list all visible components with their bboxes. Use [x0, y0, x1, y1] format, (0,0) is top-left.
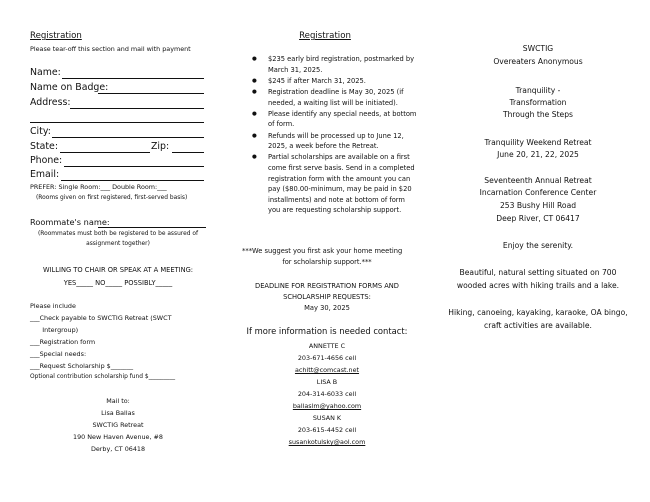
include-item[interactable]: Optional contribution scholarship fund $_________: [30, 374, 176, 380]
mail-to-line: Derby, CT 06418: [90, 445, 146, 453]
form-title: Registration: [30, 31, 82, 41]
bullet-item: ● Please identify any special needs, at bottom of form.: [252, 109, 418, 130]
activities-line: craft activities are available.: [484, 321, 592, 330]
include-item[interactable]: ___Request Scholarship $_______: [30, 362, 134, 370]
phone-field[interactable]: [64, 166, 204, 167]
room-preference[interactable]: PREFER: Single Room:___ Double Room:___: [30, 183, 167, 191]
contact-phone: 204-314-6033 cell: [297, 390, 357, 398]
org-name: SWCTIG: [522, 44, 554, 53]
email-field[interactable]: [61, 180, 204, 181]
theme-line: Tranquility -: [515, 86, 561, 95]
roommate-note-1: (Roommates must both be registered to be assured of: [37, 231, 199, 237]
badge-label: Name on Badge:: [30, 82, 109, 93]
name-label: Name:: [30, 67, 61, 78]
contact-name: ANNETTE C: [308, 342, 346, 350]
include-item[interactable]: ___Special needs:: [30, 350, 87, 358]
badge-field[interactable]: [98, 93, 204, 94]
state-label: State:: [30, 141, 58, 152]
contact-name: LISA B: [316, 378, 338, 386]
scholarship-note-2: for scholarship support.***: [282, 258, 372, 266]
include-item: Intergroup): [30, 326, 79, 334]
roommate-note-2: assignment together): [86, 241, 150, 247]
mail-to-line: Mail to:: [106, 397, 130, 405]
contact-email-link[interactable]: ballaslm@yahoo.com: [292, 402, 362, 410]
willing-question: WILLING TO CHAIR OR SPEAK AT A MEETING:: [42, 266, 194, 274]
activities-line: Hiking, canoeing, kayaking, karaoke, OA bingo,: [448, 308, 628, 317]
venue-line: Incarnation Conference Center: [479, 188, 597, 197]
zip-label: Zip:: [151, 141, 170, 152]
deadline-line-1: DEADLINE FOR REGISTRATION FORMS AND: [255, 282, 399, 290]
theme-line: Transformation: [509, 98, 567, 107]
setting-line: wooded acres with hiking trails and a lake.: [456, 281, 620, 290]
registration-bullets: [252, 54, 418, 216]
roommate-field[interactable]: [98, 227, 206, 228]
include-item[interactable]: ___Check payable to SWCTIG Retreat (SWCT: [30, 314, 172, 322]
deadline-date: May 30, 2025: [304, 304, 350, 312]
include-title: Please include: [30, 302, 76, 310]
setting-line: Beautiful, natural setting situated on 700: [459, 268, 617, 277]
tagline: Enjoy the serenity.: [502, 241, 574, 250]
mail-to-line: SWCTIG Retreat: [92, 421, 144, 429]
contact-email-link[interactable]: susankotulsky@aol.com: [288, 438, 366, 446]
bullet-item: ● Registration deadline is May 30, 2025 (if needed, a waiting list will be initiated).: [252, 87, 418, 108]
venue-line: Seventeenth Annual Retreat: [484, 176, 592, 185]
contact-phone: 203-671-4656 cell: [297, 354, 357, 362]
retreat-dates: June 20, 21, 22, 2025: [497, 150, 579, 159]
address-field-line-2[interactable]: [30, 122, 204, 123]
roommate-label: Roommate's name:: [30, 217, 110, 227]
contact-name: SUSAN K: [312, 414, 342, 422]
address-field[interactable]: [70, 108, 204, 109]
mail-to-line: 190 New Haven Avenue, #8: [73, 433, 163, 441]
zip-field[interactable]: [172, 152, 204, 153]
city-label: City:: [30, 126, 51, 137]
address-label: Address:: [30, 97, 71, 108]
scholarship-note-1: ***We suggest you first ask your home meeting: [242, 247, 403, 255]
info-title: Registration: [299, 31, 351, 41]
mail-to-line: Lisa Ballas: [101, 409, 135, 417]
contact-heading: If more information is needed contact:: [246, 326, 408, 336]
bullet-item: ● Partial scholarships are available on a first come first serve basis. Send in a completed registration form with the amount you can pay ($80.00-minimum, may be paid in $20 installments) and note at bottom of form you are requesting scholarship support.: [252, 152, 418, 216]
venue-line: 253 Bushy Hill Road: [499, 201, 577, 210]
retreat-name: Tranquility Weekend Retreat: [484, 138, 592, 147]
phone-label: Phone:: [30, 155, 63, 166]
willing-options[interactable]: YES_____ NO_____ POSSIBLY_____: [63, 279, 173, 287]
contact-email-link[interactable]: achitt@comcast.net: [294, 366, 360, 374]
include-item[interactable]: ___Registration form: [30, 338, 96, 346]
email-label: Email:: [30, 169, 60, 180]
bullet-item: ● Refunds will be processed up to June 12, 2025, a week before the Retreat.: [252, 131, 418, 152]
org-subtitle: Overeaters Anonymous: [493, 57, 583, 66]
bullet-item: ● $235 early bird registration, postmarked by March 31, 2025.: [252, 54, 418, 75]
venue-line: Deep River, CT 06417: [496, 214, 580, 223]
room-preference-note: (Rooms given on first registered, first-served basis): [36, 195, 188, 201]
deadline-line-2: SCHOLARSHIP REQUESTS:: [283, 293, 371, 301]
contact-phone: 203-615-4452 cell: [297, 426, 357, 434]
city-field[interactable]: [52, 137, 204, 138]
theme-line: Through the Steps: [502, 110, 574, 119]
state-field[interactable]: [60, 152, 150, 153]
bullet-item: ● $245 if after March 31, 2025.: [252, 76, 418, 87]
name-field[interactable]: [62, 78, 204, 79]
form-intro: Please tear-off this section and mail with payment: [30, 45, 191, 53]
